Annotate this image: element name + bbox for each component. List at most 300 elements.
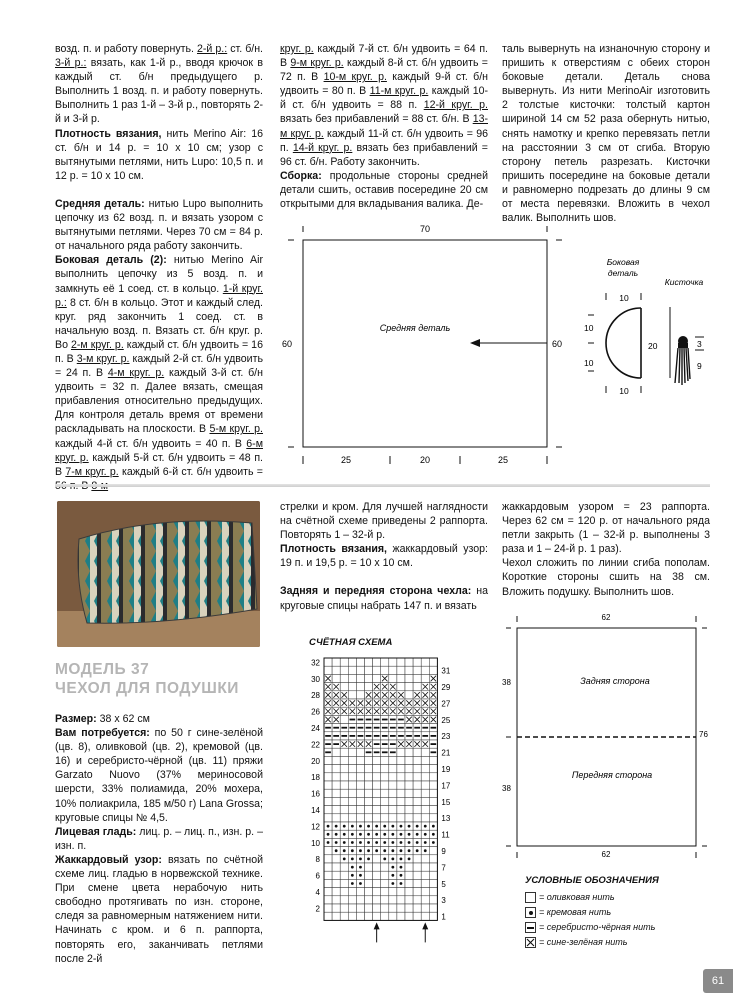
cell-dash (431, 735, 437, 737)
chart-cell (340, 879, 348, 887)
cell-dot (383, 849, 386, 852)
cell-dot (359, 866, 362, 869)
cell-dash (325, 735, 331, 737)
chart-cell (373, 756, 381, 764)
chart-cell (340, 888, 348, 896)
chart-cell (365, 683, 373, 691)
chart-cell (324, 806, 332, 814)
paragraph-finish-2: Чехол сложить по линии сгиба пополам. Короткие стороны сшить на 38 см. Вложить подушку. Выполнить шов. (502, 557, 710, 598)
chart-cell (348, 666, 356, 674)
chart-cell (405, 896, 413, 904)
chart-cell (381, 904, 389, 912)
cell-dash (382, 743, 388, 745)
arrow-head-icon (374, 922, 380, 929)
cell-dot (432, 833, 435, 836)
chart-cell (332, 879, 340, 887)
chart-cell (413, 896, 421, 904)
chart-cell (373, 658, 381, 666)
cell-dash (333, 743, 339, 745)
chart-cell (421, 896, 429, 904)
paragraph-middle-part: Средняя деталь: нитью Lupo выполнить цепочку из 62 возд. п. и вязать узором с вытянутыми петлями. Через 70 см = 84 р. от начального ряда работу закончить. (55, 197, 263, 253)
chart-cell (340, 683, 348, 691)
chart-cell (389, 814, 397, 822)
chart-cell (340, 904, 348, 912)
chart-cell (405, 781, 413, 789)
side-dim-bottom: 10 (619, 386, 629, 396)
cell-dot (424, 849, 427, 852)
chart-cell (405, 789, 413, 797)
chart-cell (365, 814, 373, 822)
chart-cell (340, 666, 348, 674)
row-number-right: 31 (441, 666, 451, 676)
chart-cell (324, 756, 332, 764)
chart-cell (365, 863, 373, 871)
cell-dash (374, 719, 380, 721)
chart-cell (348, 658, 356, 666)
chart-cell (348, 797, 356, 805)
cell-dash (431, 727, 437, 729)
chart-cell (324, 871, 332, 879)
cell-dot (408, 849, 411, 852)
cell-dot (375, 825, 378, 828)
cell-dot (335, 849, 338, 852)
cell-dash (390, 727, 396, 729)
chart-cell (348, 896, 356, 904)
cover-dim-left-2: 38 (502, 784, 511, 793)
cell-dot (383, 841, 386, 844)
cell-dot (367, 858, 370, 861)
chart-cell (421, 871, 429, 879)
chart-cell (397, 789, 405, 797)
chart-cell (413, 806, 421, 814)
chart-cell (405, 871, 413, 879)
cell-dot (367, 849, 370, 852)
chart-cell (405, 658, 413, 666)
chart-cell (373, 765, 381, 773)
cell-dot (400, 866, 403, 869)
chart-cell (397, 806, 405, 814)
chart-cell (405, 797, 413, 805)
chart-cell (389, 773, 397, 781)
cell-dash (341, 727, 347, 729)
chart-cell (356, 797, 364, 805)
dot-cell-icon (525, 907, 536, 918)
chart-cell (429, 797, 437, 805)
chart-cell (421, 879, 429, 887)
paragraph-materials: Вам потребуется: по 50 г сине-зелёной (цв. 8), оливковой (цв. 2), кремовой (цв. 16) и серебристо-чёрной (цв. 11) пряжи Garzato Nuovo (37% мериносовой шерсти, 33% полиамида, 20% мохера, 10% полиакрила, 185 м/50 г) Lana Grossa; круговые спицы № 4,5. (55, 727, 263, 824)
chart-cell (397, 904, 405, 912)
chart-cell (340, 806, 348, 814)
chart-cell (332, 674, 340, 682)
chart-cell (413, 765, 421, 773)
chart-cell (365, 789, 373, 797)
chart-cell (373, 666, 381, 674)
chart-cell (356, 666, 364, 674)
cell-dash (358, 727, 364, 729)
chart-cell (356, 674, 364, 682)
cell-dash (382, 751, 388, 753)
side-dim-right: 20 (648, 341, 658, 351)
cell-dash (382, 735, 388, 737)
cell-dash (333, 727, 339, 729)
cell-dot (424, 841, 427, 844)
cell-dash (366, 735, 372, 737)
chart-cell (413, 871, 421, 879)
paragraph-finish-1: жаккардовым узором = 23 раппорта. Через 62 см = 120 р. от начального ряда петли закрыть (1 – 32-й р. выполнены 3 раза и 1 – 24-й р. 1 раз). (502, 501, 710, 556)
chart-cell (332, 658, 340, 666)
chart-cell (365, 912, 373, 920)
cell-dash (374, 751, 380, 753)
chart-cell (413, 879, 421, 887)
tassel-icon (675, 336, 690, 385)
row-number-right: 13 (441, 814, 451, 824)
chart-cell (405, 765, 413, 773)
cell-dot (424, 833, 427, 836)
text-column-2 (280, 42, 488, 211)
chart-cell (340, 674, 348, 682)
row-number-right: 23 (441, 732, 451, 742)
chart-cell (405, 756, 413, 764)
chart-cell (381, 879, 389, 887)
cell-dash (382, 727, 388, 729)
chart-cell (381, 806, 389, 814)
cell-dot (383, 858, 386, 861)
cell-dot (416, 825, 419, 828)
cell-dot (367, 841, 370, 844)
chart-cell (348, 773, 356, 781)
chart-cell (397, 797, 405, 805)
row-number-right: 3 (441, 896, 446, 906)
row-number-right: 5 (441, 879, 446, 889)
chart-cell (405, 814, 413, 822)
chart-cell (421, 658, 429, 666)
side-part-label-2: деталь (607, 268, 639, 278)
cell-dot (432, 825, 435, 828)
cell-dot (359, 874, 362, 877)
chart-cell (405, 879, 413, 887)
back-side-label: Задняя сторона (580, 676, 650, 686)
chart-cell (356, 765, 364, 773)
chart-cell (373, 888, 381, 896)
chart-cell (405, 806, 413, 814)
chart-cell (389, 789, 397, 797)
chart-cell (356, 756, 364, 764)
legend-item-blue-green: = сине-зелёная нить (525, 937, 628, 948)
chart-cell (429, 896, 437, 904)
chart-cell (348, 789, 356, 797)
chart-cell (348, 904, 356, 912)
chart-cell (332, 871, 340, 879)
paragraph-density: Плотность вязания, нить Merino Air: 16 ст. б/н и 14 р. = 10 x 10 см; узор с вытянутыми петлями, нить Lupo: 10,5 п. и 12 р. = 10 x 10 см. (55, 127, 263, 182)
dim-bottom-2: 20 (419, 455, 431, 465)
chart-cell (413, 666, 421, 674)
chart-cell (356, 748, 364, 756)
chart-cell (365, 781, 373, 789)
cell-dot (343, 825, 346, 828)
chart-cell (324, 781, 332, 789)
cell-dot (359, 825, 362, 828)
row-number-left: 24 (311, 723, 320, 733)
cell-dot (391, 866, 394, 869)
cell-dot (416, 841, 419, 844)
cell-dot (351, 833, 354, 836)
paragraph-rounds: круг. р. каждый 7-й ст. б/н удвоить = 64 п. В 9-м круг. р. каждый 8-й ст. б/н удвоить = 72 п. В 10-м круг. р. каждый 9-й ст. б/н удвоить = 80 п. В 11-м круг. р. каждый 10-й ст. б/н удвоить = 88 п. 12-й круг. р. вязать без прибавлений = 88 ст. б/н. В 13-м круг. р. каждый 11-й ст. б/н удвоить = 96 п. 14-й круг. р. вязать без прибавлений = 96 ст. б/н. Работу закончить. (280, 43, 489, 168)
chart-cell (405, 748, 413, 756)
chart-cell (365, 658, 373, 666)
model-title-line-1: МОДЕЛЬ 37 (55, 661, 150, 678)
chart-cell (340, 789, 348, 797)
paragraph-rows: возд. п. и работу повернуть. 2-й р.: ст. б/н. 3-й р.: вязать, как 1-й р., вводя крючок в каждый ст. б/н предыдущего р. Выполнить 1 возд. п. и работу повернуть. Выполнить 1 раз 1-й – 3-й р., повторять 2-й и 3-й р. (55, 43, 264, 126)
chart-cell (373, 674, 381, 682)
row-number-left: 14 (311, 805, 320, 815)
side-part-diagram (578, 255, 718, 405)
chart-cell (381, 871, 389, 879)
chart-cell (365, 674, 373, 682)
chart-cell (348, 674, 356, 682)
chart-cell (356, 814, 364, 822)
cross-cell-icon (525, 937, 536, 948)
dim-bottom-3: 25 (497, 455, 509, 465)
chart-cell (381, 814, 389, 822)
cell-dot (327, 841, 330, 844)
row-number-left: 10 (311, 838, 320, 848)
cover-dim-left-1: 38 (502, 678, 511, 687)
chart-cell (324, 765, 332, 773)
cell-dot (408, 825, 411, 828)
chart-cell (429, 781, 437, 789)
chart-cell (324, 912, 332, 920)
chart-cell (332, 748, 340, 756)
chart-cell (405, 773, 413, 781)
cell-dash (350, 719, 356, 721)
cell-dash (325, 743, 331, 745)
text-column-model (55, 712, 263, 966)
cell-dot (408, 833, 411, 836)
chart-cell (381, 756, 389, 764)
chart-cell (397, 748, 405, 756)
chart-cell (389, 912, 397, 920)
chart-title: СЧЁТНАЯ СХЕМА (309, 637, 393, 648)
page-number: 61 (703, 969, 733, 993)
cell-dot (335, 825, 338, 828)
chart-cell (389, 658, 397, 666)
paragraph-size: Размер: 38 x 62 см (55, 713, 150, 725)
chart-cell (340, 773, 348, 781)
chart-cell (373, 855, 381, 863)
chart-cell (332, 896, 340, 904)
chart-cell (373, 797, 381, 805)
cell-dot (351, 849, 354, 852)
cell-dash (414, 727, 420, 729)
chart-cell (340, 871, 348, 879)
cell-dot (343, 833, 346, 836)
cell-dash (350, 727, 356, 729)
cell-dash (398, 719, 404, 721)
cell-dash (358, 719, 364, 721)
row-number-right: 1 (441, 912, 446, 922)
chart-cell (413, 781, 421, 789)
chart-cell (356, 896, 364, 904)
chart-cell (397, 888, 405, 896)
row-number-left: 32 (311, 658, 320, 668)
row-number-left: 12 (311, 822, 320, 832)
cell-dash (390, 719, 396, 721)
chart-cell (332, 912, 340, 920)
chart-cell (324, 658, 332, 666)
cell-dash (398, 735, 404, 737)
cell-dash (358, 735, 364, 737)
cell-dash (414, 735, 420, 737)
cell-dash (333, 735, 339, 737)
cell-dot (351, 866, 354, 869)
chart-cell (429, 888, 437, 896)
cell-dash (350, 735, 356, 737)
chart-cell (413, 756, 421, 764)
cell-dot (327, 833, 330, 836)
chart-cell (324, 888, 332, 896)
cell-dot (359, 841, 362, 844)
chart-cell (365, 871, 373, 879)
chart-cell (389, 781, 397, 789)
row-number-left: 2 (315, 904, 320, 914)
chart-cell (421, 888, 429, 896)
chart-cell (397, 756, 405, 764)
chart-cell (413, 814, 421, 822)
chart-cell (429, 904, 437, 912)
tassel-label: Кисточка (664, 277, 704, 287)
chart-cell (348, 748, 356, 756)
chart-cell (421, 765, 429, 773)
cell-dash (406, 735, 412, 737)
chart-cell (421, 748, 429, 756)
empty-cell-icon (525, 892, 536, 903)
chart-cell (389, 666, 397, 674)
chart-cell (332, 814, 340, 822)
chart-cell (413, 773, 421, 781)
chart-cell (413, 863, 421, 871)
chart-cell (340, 814, 348, 822)
row-number-right: 15 (441, 797, 451, 807)
chart-cell (397, 781, 405, 789)
cell-dot (351, 874, 354, 877)
model-title-line-2: ЧЕХОЛ ДЛЯ ПОДУШКИ (55, 680, 239, 697)
cell-dot (359, 882, 362, 885)
chart-cell (365, 773, 373, 781)
chart-cell (356, 658, 364, 666)
chart-cell (365, 806, 373, 814)
chart-cell (381, 789, 389, 797)
chart-cell (324, 797, 332, 805)
chart-cell (429, 789, 437, 797)
chart-cell (332, 904, 340, 912)
chart-cell (413, 674, 421, 682)
chart-cell (421, 863, 429, 871)
text-column-4 (280, 500, 488, 613)
front-side-label: Передняя сторона (571, 770, 653, 780)
chart-cell (332, 806, 340, 814)
chart-cell (397, 674, 405, 682)
cell-dot (432, 841, 435, 844)
chart-cell (381, 773, 389, 781)
chart-cell (340, 765, 348, 773)
chart-cell (397, 912, 405, 920)
cell-dot (343, 858, 346, 861)
arrow-head-icon (422, 922, 428, 929)
cell-dot (424, 825, 427, 828)
cell-dash (390, 743, 396, 745)
chart-cell (348, 806, 356, 814)
chart-cell (340, 781, 348, 789)
chart-cell (332, 888, 340, 896)
paragraph-stockinette: Лицевая гладь: лиц. р. – лиц. п., изн. р. – изн. п. (55, 825, 263, 852)
cover-dim-bottom: 62 (601, 850, 611, 859)
cell-dot (351, 841, 354, 844)
cell-dash (422, 727, 428, 729)
cell-dot (367, 825, 370, 828)
chart-cell (381, 781, 389, 789)
cell-dot (327, 825, 330, 828)
section-separator (55, 484, 710, 487)
chart-cell (429, 666, 437, 674)
cell-dash (374, 735, 380, 737)
chart-cell (324, 847, 332, 855)
chart-cell (348, 756, 356, 764)
chart-cell (397, 683, 405, 691)
chart-cell (421, 773, 429, 781)
cell-dot (375, 841, 378, 844)
row-number-left: 4 (315, 887, 320, 897)
cell-dot (400, 858, 403, 861)
chart-cell (413, 888, 421, 896)
chart-cell (389, 888, 397, 896)
chart-cell (332, 666, 340, 674)
middle-part-label: Средняя деталь (379, 323, 451, 333)
chart-cell (421, 789, 429, 797)
chart-cell (429, 847, 437, 855)
cover-diagram (500, 610, 715, 860)
paragraph-cover: Задняя и передняя сторона чехла: на круговые спицы набрать 147 п. и вязать (280, 585, 488, 612)
cell-dot (391, 858, 394, 861)
cell-dash (374, 727, 380, 729)
cell-dot (359, 858, 362, 861)
dash-cell-icon (525, 922, 536, 933)
chart-cell (340, 756, 348, 764)
row-number-right: 17 (441, 781, 451, 791)
legend-item-olive: = оливковая нить (525, 892, 615, 903)
legend-title: УСЛОВНЫЕ ОБОЗНАЧЕНИЯ (525, 875, 659, 886)
middle-part-diagram (280, 220, 580, 470)
row-number-right: 27 (441, 699, 451, 709)
chart-cell (373, 904, 381, 912)
chart-cell (397, 814, 405, 822)
chart-cell (421, 797, 429, 805)
paragraph-assembly: Сборка: продольные стороны средней детали сшить, оставив посередине 20 см открытыми для вкладывания валика. Де- (280, 169, 488, 211)
cell-dot (400, 833, 403, 836)
chart-cell (421, 855, 429, 863)
text-column-1 (55, 42, 263, 493)
chart-cell (421, 806, 429, 814)
chart-cell (324, 896, 332, 904)
chart-cell (413, 855, 421, 863)
row-number-left: 22 (311, 740, 320, 750)
chart-cell (356, 773, 364, 781)
chart-cell (348, 912, 356, 920)
cell-dash (431, 751, 437, 753)
chart-cell (373, 871, 381, 879)
chart-cell (413, 748, 421, 756)
paragraph-jacquard: Жаккардовый узор: вязать по счётной схеме лиц. гладью в норвежской технике. При смене цвета нерабочую нить свободно протягивать по изн. стороне, следя за равномерным натяжением нити. Начинать с кром. и 6 п. раппорта, повторять его, заканчивать петлями после 2-й (55, 853, 263, 965)
cell-dot (391, 841, 394, 844)
